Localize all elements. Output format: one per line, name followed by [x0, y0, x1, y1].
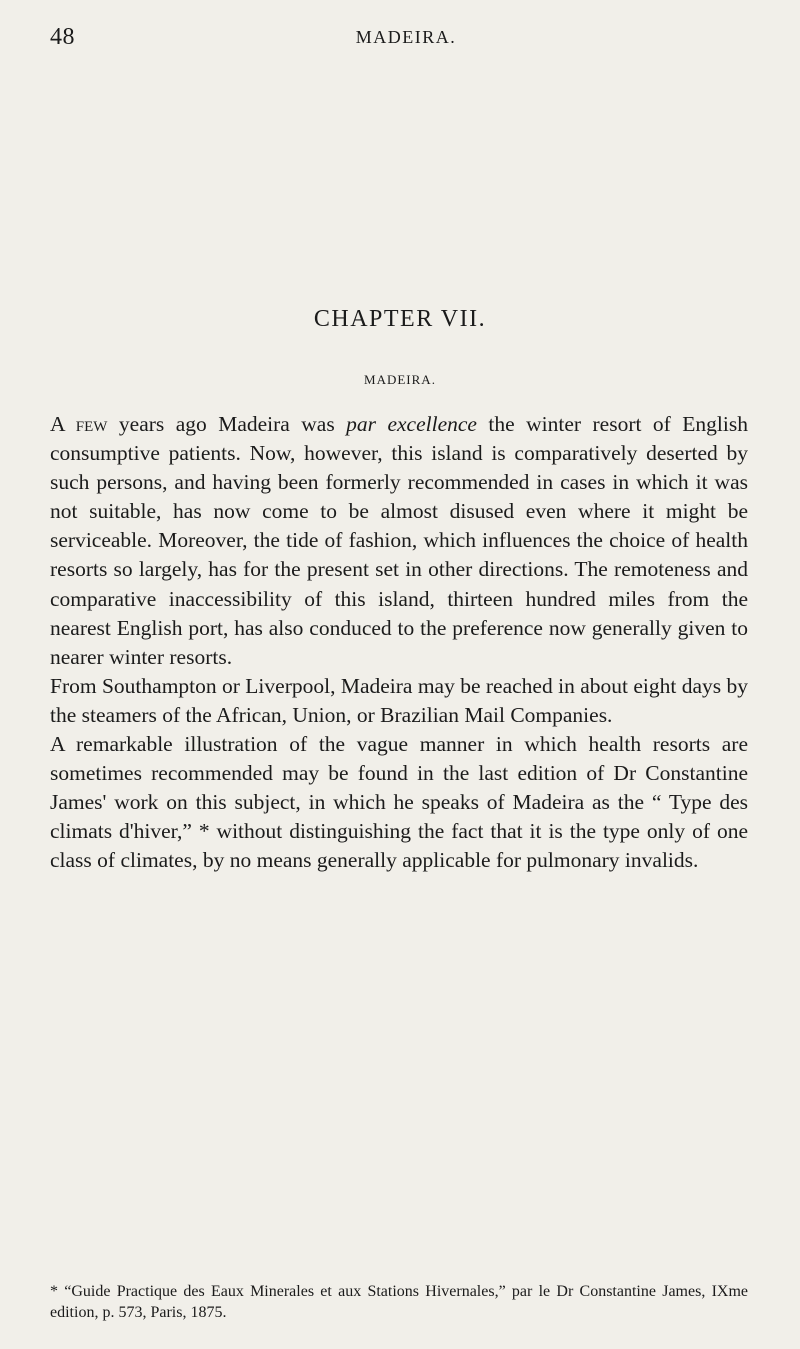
paragraph-text: years ago Madeira was	[107, 412, 347, 436]
paragraph-text: From Southampton or Liverpool, Madeira may be reached in about eight days by the steamers of the African, Union, or Brazilian Mail Companies.	[50, 673, 748, 727]
running-title: MADEIRA.	[355, 27, 457, 47]
paragraph-text: A remarkable illustration of the vague manner in which health resorts are sometimes recommended may be found in the last edition of Dr Constantine James' work on this subject, in which he speaks of Madeira as the “ Type des climats d'hiver,” * without distinguishing the fact that it is the type only of one class of climates, by no means generally applicable for pulmonary invalids.	[50, 732, 748, 873]
italic-phrase: par excellence	[346, 412, 477, 436]
paragraph	[50, 730, 748, 875]
running-head	[50, 22, 750, 52]
page-number: 48	[50, 24, 75, 50]
chapter-subtitle: MADEIRA.	[364, 372, 436, 387]
chapter-heading: CHAPTER VII.	[313, 306, 487, 332]
opening-words: A few	[50, 412, 108, 436]
paragraph	[50, 410, 748, 672]
body-text	[50, 410, 748, 876]
paragraph-text: the winter resort of English consumptive patients. Now, however, this island is comparatively deserted by such persons, and having been formerly recommended in cases in which it was not suitable, has now come to be almost disused even where it might be serviceable. Moreover, the tide of fashion, which influences the choice of health resorts so largely, has for the present set in other directions. The remoteness and comparative inaccessibility of this island, thirteen hundred miles from the nearest English port, has also conduced to the preference now generally given to nearer winter resorts.	[50, 412, 748, 669]
paragraph	[50, 672, 748, 730]
footnote: * “Guide Practique des Eaux Minerales et aux Stations Hivernales,” par le Dr Constantine James, IXme edition, p. 573, Paris, 1875.	[50, 1283, 748, 1321]
